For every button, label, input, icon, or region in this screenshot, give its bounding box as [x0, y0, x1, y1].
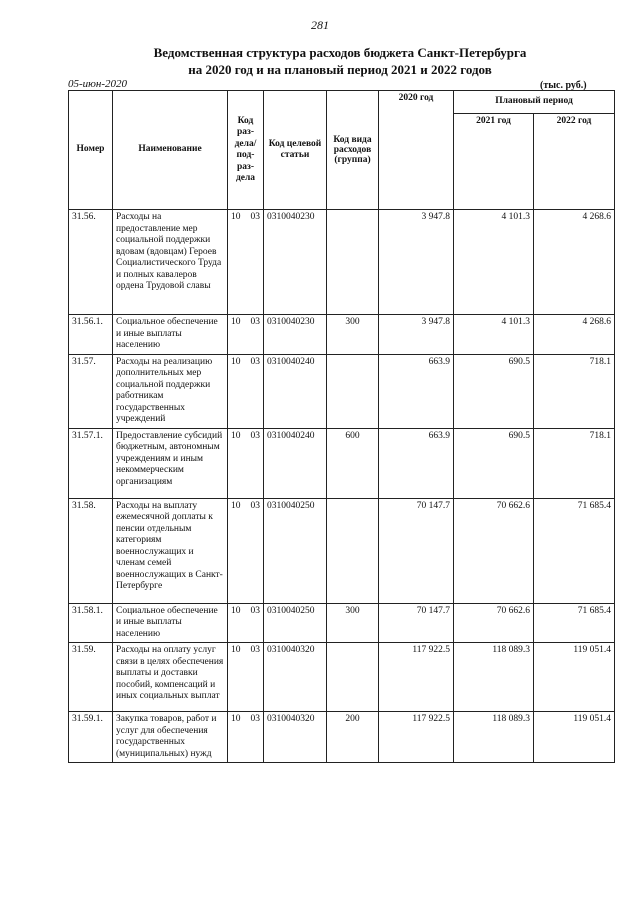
- row-target-code: 0310040250: [264, 603, 327, 643]
- row-target-code: 0310040240: [264, 354, 327, 428]
- row-type-code: 200: [327, 712, 379, 763]
- row-2022: 4 268.6: [534, 315, 615, 355]
- header-2020: 2020 год: [379, 91, 454, 210]
- table-row: [69, 210, 615, 315]
- row-2021: 70 662.6: [454, 603, 534, 643]
- row-target-code: 0310040230: [264, 210, 327, 315]
- row-number: 31.56.1.: [69, 315, 113, 355]
- header-number: Номер: [69, 91, 113, 210]
- row-section: [228, 428, 264, 498]
- subsection-code: 03: [250, 317, 260, 327]
- row-2022: 4 268.6: [534, 210, 615, 315]
- row-2020: 70 147.7: [379, 603, 454, 643]
- row-2021: 4 101.3: [454, 315, 534, 355]
- row-target-code: 0310040320: [264, 712, 327, 763]
- table-row: [69, 603, 615, 643]
- row-2021: 70 662.6: [454, 498, 534, 603]
- row-2022: 71 685.4: [534, 603, 615, 643]
- row-2020: 3 947.8: [379, 315, 454, 355]
- row-2022: 718.1: [534, 428, 615, 498]
- subsection-code: 03: [250, 645, 260, 655]
- table-row: [69, 315, 615, 355]
- row-2020: 663.9: [379, 428, 454, 498]
- row-section: [228, 315, 264, 355]
- section-code: 10: [231, 500, 241, 511]
- row-number: 31.57.1.: [69, 428, 113, 498]
- row-section: [228, 712, 264, 763]
- page-number: 281: [311, 18, 329, 32]
- row-number: 31.59.1.: [69, 712, 113, 763]
- row-target-code: 0310040230: [264, 315, 327, 355]
- table-row: [69, 428, 615, 498]
- row-type-code: [327, 210, 379, 315]
- section-code: 10: [231, 356, 241, 367]
- row-2022: 119 051.4: [534, 712, 615, 763]
- header-2022: 2022 год: [534, 114, 615, 210]
- row-section: [228, 354, 264, 428]
- header-name: Наименование: [113, 91, 228, 210]
- section-code: 10: [231, 714, 241, 724]
- header-section-code: Код раз-дела/ под-раз-дела: [228, 91, 264, 210]
- section-code: 10: [231, 212, 241, 222]
- header-2021: 2021 год: [454, 114, 534, 210]
- row-2021: 690.5: [454, 354, 534, 428]
- row-2020: 663.9: [379, 354, 454, 428]
- row-section: [228, 498, 264, 603]
- row-type-code: 600: [327, 428, 379, 498]
- row-section: [228, 643, 264, 712]
- row-name: Социальное обеспечение и иные выплаты населению: [113, 603, 228, 643]
- header-target-code: Код целевой статьи: [264, 91, 327, 210]
- row-2021: 4 101.3: [454, 210, 534, 315]
- row-2021: 118 089.3: [454, 643, 534, 712]
- section-code: 10: [231, 645, 241, 655]
- row-type-code: 300: [327, 603, 379, 643]
- row-name: Социальное обеспечение и иные выплаты населению: [113, 315, 228, 355]
- subsection-code: 03: [250, 500, 260, 511]
- row-2022: 71 685.4: [534, 498, 615, 603]
- section-code: 10: [231, 430, 241, 441]
- row-type-code: [327, 498, 379, 603]
- row-target-code: 0310040320: [264, 643, 327, 712]
- subsection-code: 03: [250, 430, 260, 441]
- section-code: 10: [231, 605, 241, 616]
- row-number: 31.58.1.: [69, 603, 113, 643]
- row-name: Расходы на выплату ежемесячной доплаты к пенсии отдельным категориям военнослужащих и членам семей военнослужащих в Санкт-Петербурге: [113, 498, 228, 603]
- row-name: Расходы на предоставление мер социальной поддержки вдовам (вдовцам) Героев Социалистического Труда и полных кавалеров ордена Трудовой славы: [113, 210, 228, 315]
- table-row: [69, 712, 615, 763]
- document-title: [60, 44, 620, 78]
- subsection-code: 03: [250, 714, 260, 724]
- row-type-code: 300: [327, 315, 379, 355]
- row-2020: 3 947.8: [379, 210, 454, 315]
- title-line-1: Ведомственная структура расходов бюджета Санкт-Петербурга: [153, 45, 527, 60]
- row-section: [228, 210, 264, 315]
- section-code: 10: [231, 317, 241, 327]
- budget-table: [68, 90, 615, 763]
- row-2021: 690.5: [454, 428, 534, 498]
- row-name: Расходы на оплату услуг связи в целях обеспечения выплаты и доставки пособий, компенсаций и иных социальных выплат: [113, 643, 228, 712]
- row-2020: 117 922.5: [379, 712, 454, 763]
- title-line-2: на 2020 год и на плановый период 2021 и 2022 годов: [188, 62, 492, 77]
- row-2022: 718.1: [534, 354, 615, 428]
- row-target-code: 0310040250: [264, 498, 327, 603]
- row-section: [228, 603, 264, 643]
- row-number: 31.56.: [69, 210, 113, 315]
- row-name: Закупка товаров, работ и услуг для обеспечения государственных (муниципальных) нужд: [113, 712, 228, 763]
- subsection-code: 03: [250, 212, 260, 222]
- table-row: [69, 643, 615, 712]
- row-name: Предоставление субсидий бюджетным, автономным учреждениям и иным некоммерческим организациям: [113, 428, 228, 498]
- row-number: 31.57.: [69, 354, 113, 428]
- row-number: 31.58.: [69, 498, 113, 603]
- header-row-1: [69, 91, 615, 114]
- subsection-code: 03: [250, 356, 260, 367]
- row-2021: 118 089.3: [454, 712, 534, 763]
- header-expense-type-code: Код вида расходов (группа): [327, 91, 379, 210]
- row-type-code: [327, 354, 379, 428]
- row-name: Расходы на реализацию дополнительных мер социальной поддержки работникам государственных учреждений: [113, 354, 228, 428]
- row-2022: 119 051.4: [534, 643, 615, 712]
- row-2020: 117 922.5: [379, 643, 454, 712]
- units-label: (тыс. руб.): [540, 80, 587, 91]
- document-date: 05-июн-2020: [68, 78, 128, 90]
- row-type-code: [327, 643, 379, 712]
- header-planned-period: Плановый период: [454, 91, 615, 114]
- row-2020: 70 147.7: [379, 498, 454, 603]
- table-row: [69, 354, 615, 428]
- table-row: [69, 498, 615, 603]
- row-target-code: 0310040240: [264, 428, 327, 498]
- subsection-code: 03: [250, 605, 260, 616]
- row-number: 31.59.: [69, 643, 113, 712]
